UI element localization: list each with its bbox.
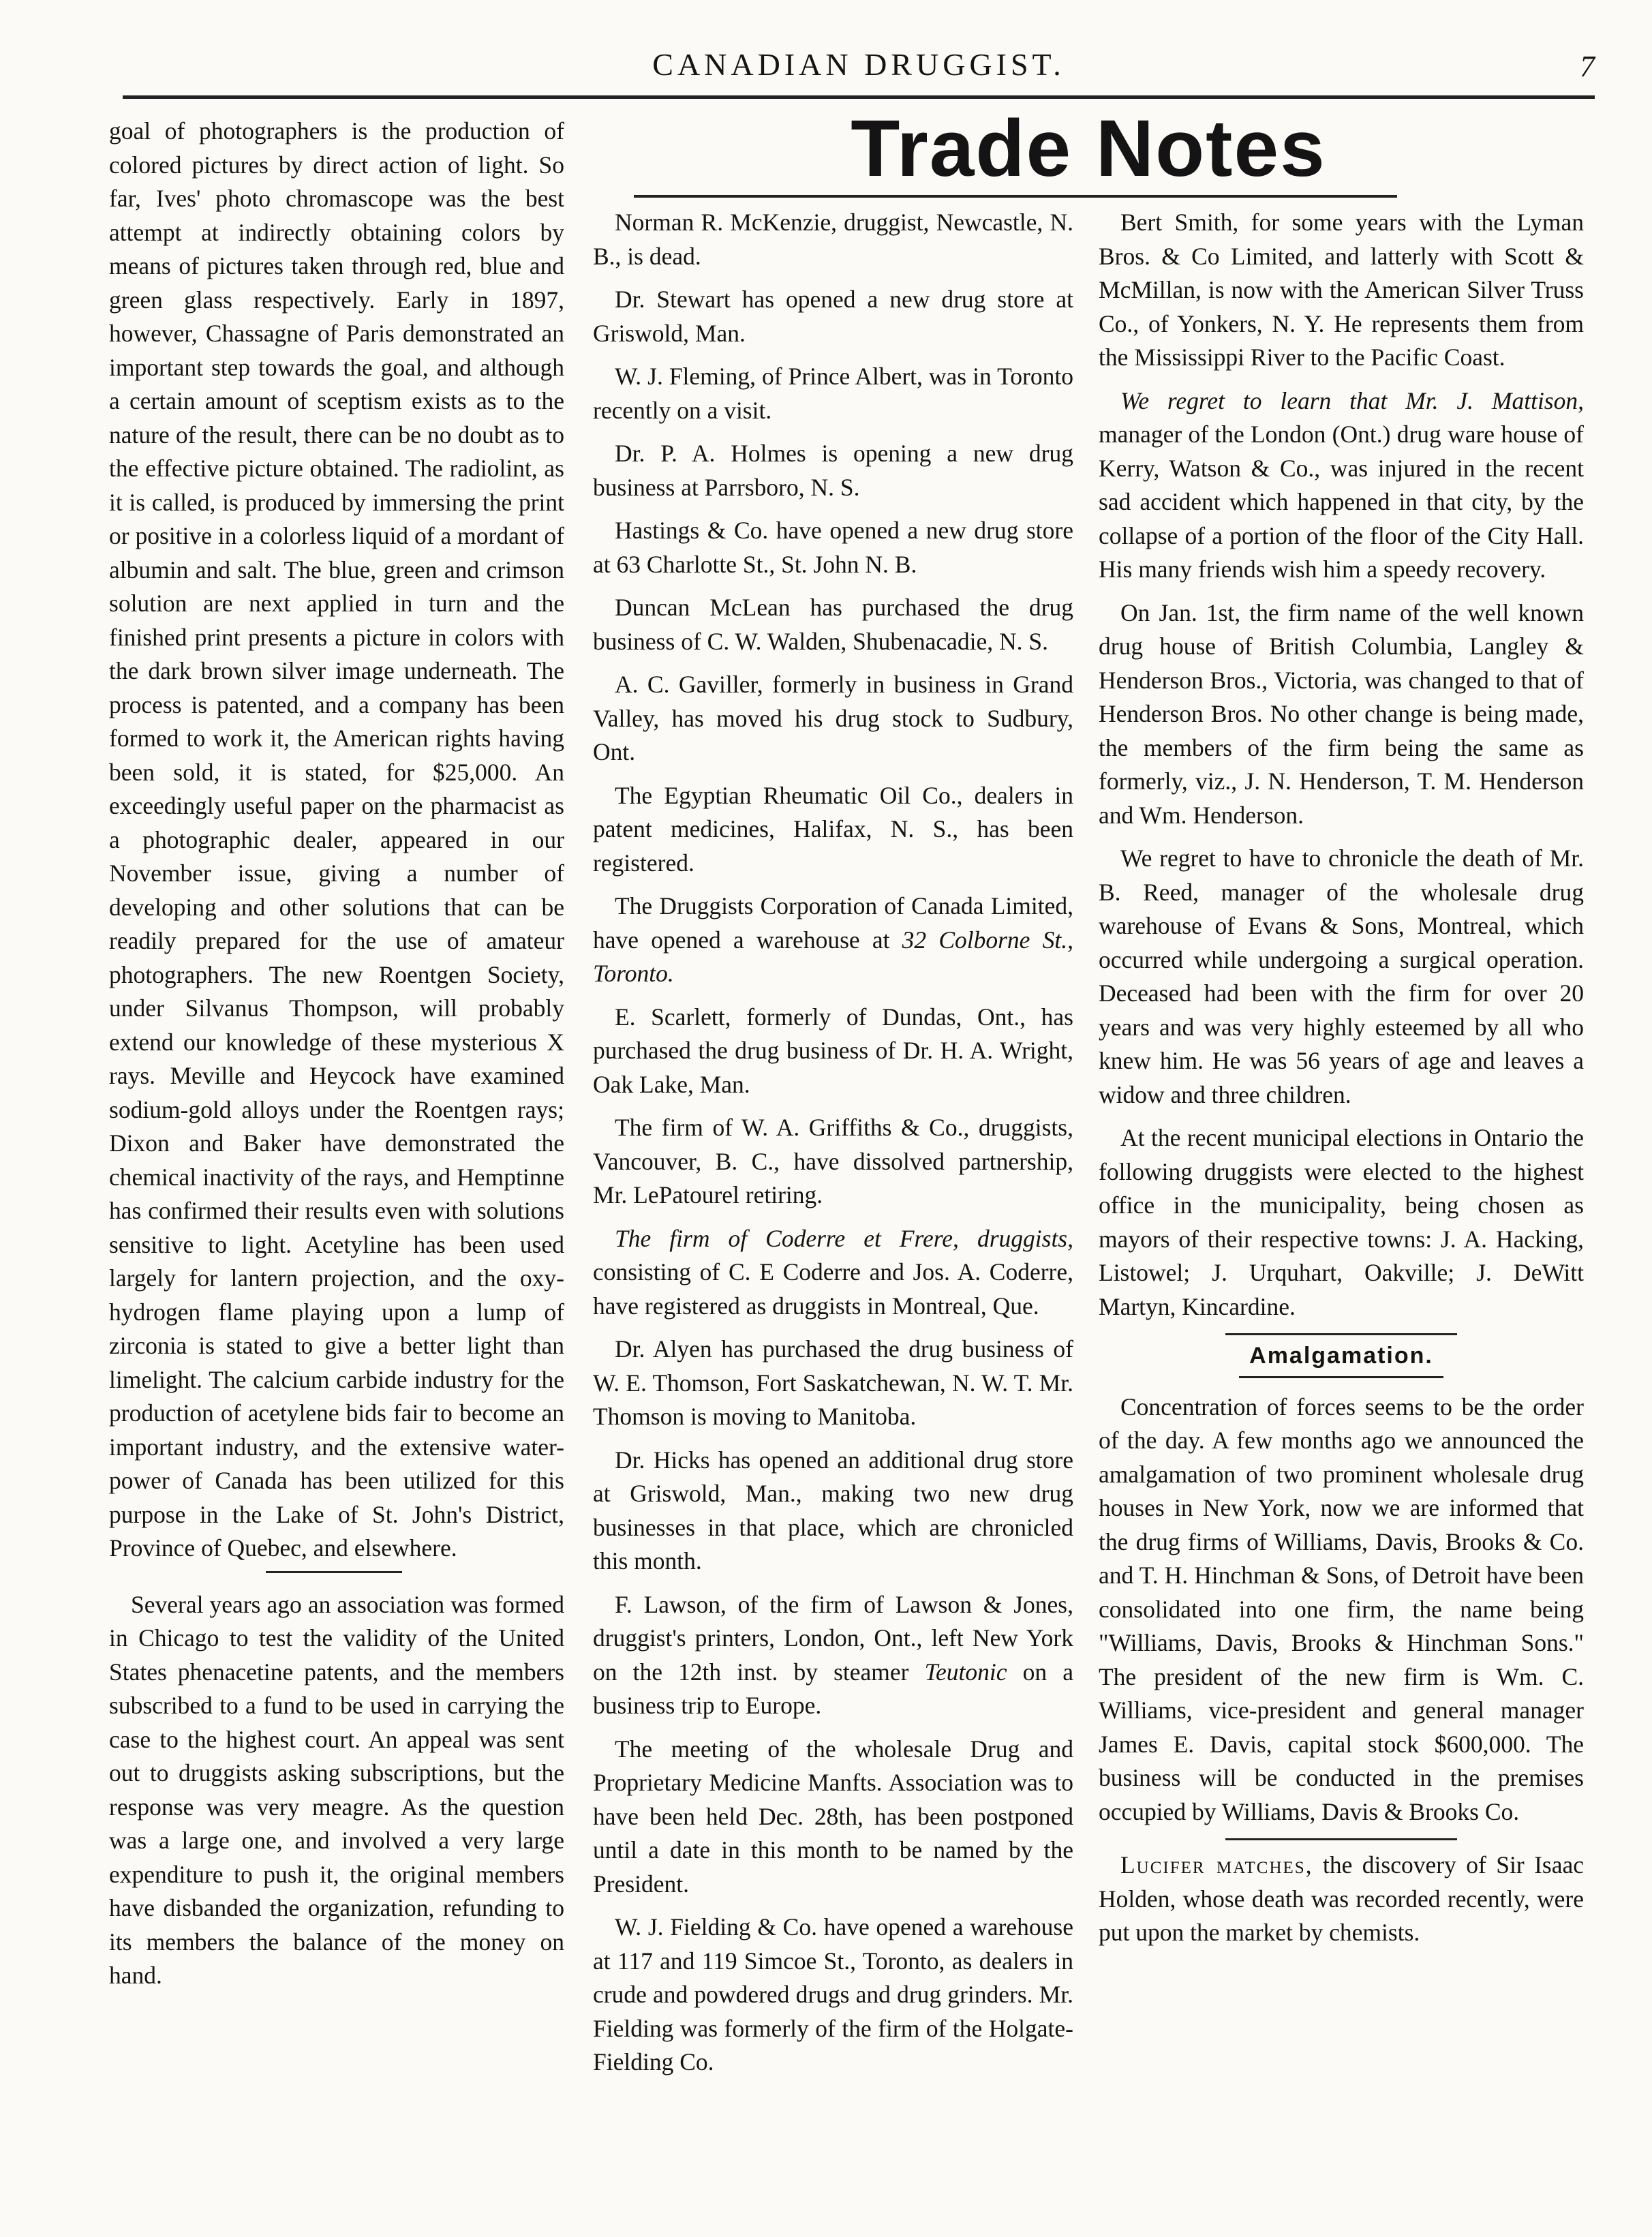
news-item: Dr. Alyen has purchased the drug business of W. E. Thomson, Fort Saskatchewan, N. W. T. Mr. Thomson is moving to Manitoba.	[593, 1335, 1073, 1430]
news-item: E. Scarlett, formerly of Dundas, Ont., has purchased the drug business of Dr. H. A. Wright, Oak Lake, Man.	[593, 1003, 1073, 1098]
running-head: CANADIAN DRUGGIST.	[652, 47, 1065, 82]
divider	[1239, 1376, 1443, 1378]
news-item: Dr. Stewart has opened a new drug store at Griswold, Man.	[593, 286, 1073, 347]
page-header	[123, 40, 1595, 94]
news-item: Norman R. McKenzie, druggist, Newcastle, N. B., is dead.	[593, 209, 1073, 270]
divider	[1225, 1333, 1457, 1335]
text-run: F. Lawson, of the firm of Lawson & Jones, druggist's printers, London, Ont., left New York on the 12th inst. by steamer	[593, 1590, 1073, 1686]
news-item: On Jan. 1st, the firm name of the well known drug house of British Columbia, Langley & Henderson Bros., Victoria, was changed to that of Henderson Bros. No other change is being made, the members of the firm being the same as formerly, viz., J. N. Henderson, T. M. Henderson and Wm. Henderson.	[1099, 598, 1584, 829]
news-item: Dr. P. A. Holmes is opening a new drug business at Parrsboro, N. S.	[593, 440, 1073, 501]
header-rule	[123, 95, 1595, 99]
text-run: the discovery of Sir Isaac Holden, whose death was recorded recently, were put upon the market by chemists.	[1099, 1851, 1584, 1946]
news-item: The meeting of the wholesale Drug and Proprietary Medicine Manfts. Association was to have been held Dec. 28th, has been postponed until a date in this month to be named by the President.	[593, 1735, 1073, 1898]
news-item	[593, 1222, 1073, 1324]
news-item: The firm of W. A. Griffiths & Co., druggists, Vancouver, B. C., have dissolved partnership, Mr. LePatourel retiring.	[593, 1114, 1073, 1208]
news-item	[593, 1588, 1073, 1723]
italic-run: The firm of Coderre et Frere, druggists,	[615, 1224, 1073, 1252]
title-rule	[634, 195, 1397, 198]
paragraph: goal of photographers is the production of colored pictures by direct action of light. So far, Ives' photo chromascope was the best attempt at indirectly obtaining colors by means of pictures taken through red, blue and green glass respectively. Early in 1897, however, Chassagne of Paris demonstrated an important step towards the goal, and although a certain amount of sceptism exists as to the nature of the result, there can be no doubt as to the effective picture obtained. The radiolint, as it is called, is produced by immersing the print or positive in a colorless liquid of a mordant of albumin and salt. The blue, green and crimson solution are next applied in turn and the finished print presents a picture in colors with the dark brown silver image underneath. The process is patented, and a company has been formed to work it, the American rights having been sold, it is stated, for $25,000. An exceedingly useful paper on the pharmacist as a photographic dealer, appeared in our November issue, giving a number of developing and other solutions that can be readily prepared for the use of amateur photographers. The new Roentgen Society, under Silvanus Thompson, will probably extend our knowledge of these mysterious X rays. Meville and Heycock have examined sodium-gold alloys under the Roentgen rays; Dixon and Baker have demonstrated the chemical inactivity of the rays, and Hemptinne has confirmed their results even with solutions sensitive to light. Acetyline has been used largely for lantern projection, and the oxy-hydrogen flame playing upon a lump of zirconia is stated to give a better light than limelight. The calcium carbide industry for the production of acetylene bids fair to become an important industry, and the extensive water-power of Canada has been utilized for this purpose in the Lake of St. John's District, Province of Quebec, and elsewhere.	[109, 117, 564, 1562]
column-middle	[593, 206, 1073, 2089]
news-item: We regret to have to chronicle the death of Mr. B. Reed, manager of the wholesale drug warehouse of Evans & Sons, Montreal, which occurred while undergoing a surgical operation. Deceased had been with the firm for over 20 years and was very highly esteemed by all who knew him. He was 56 years of age and leaves a widow and three children.	[1099, 844, 1584, 1108]
news-item: The Egyptian Rheumatic Oil Co., dealers in patent medicines, Halifax, N. S., has been registered.	[593, 781, 1073, 877]
text-run: manager of the London (Ont.) drug ware house of Kerry, Watson & Co., was injured in the recent sad accident which happened in that city, by the collapse of a portion of the floor of the City Hall. His many friends wish him a speedy recovery.	[1099, 421, 1584, 583]
text-run: consisting of C. E Coderre and Jos. A. Coderre, have registered as druggists in Montreal, Que.	[593, 1258, 1073, 1320]
italic-run: 32 Colborne St., Toronto.	[593, 926, 1073, 987]
column-right	[1099, 206, 1584, 1960]
page-number: 7	[1580, 50, 1595, 83]
news-item: Dr. Hicks has opened an additional drug store at Griswold, Man., making two new drug businesses in that place, which are chronicled this month.	[593, 1446, 1073, 1574]
news-item: A. C. Gaviller, formerly in business in Grand Valley, has moved his drug stock to Sudbury, Ont.	[593, 671, 1073, 765]
news-item	[1099, 1848, 1584, 1950]
paragraph: Several years ago an association was formed in Chicago to test the validity of the United States phenacetine patents, and the members subscribed to a fund to be used in carrying the case to the highest court. An appeal was sent out to druggists asking subscriptions, but the response was very meagre. As the question was a large one, and involved a very large expenditure to push it, the original members have disbanded the organization, refunding to its members the balance of the money on hand.	[109, 1590, 564, 1989]
news-item: W. J. Fielding & Co. have opened a warehouse at 117 and 119 Simcoe St., Toronto, as dealers in crude and powdered drugs and drug grinders. Mr. Fielding was formerly of the firm of the Holgate-Fielding Co.	[593, 1913, 1073, 2075]
text-run: The Druggists Corporation of Canada Limited, have opened a warehouse at	[593, 892, 1073, 954]
subheading: Amalgamation.	[1249, 1343, 1433, 1369]
news-item: Duncan McLean has purchased the drug business of C. W. Walden, Shubenacadie, N. S.	[593, 594, 1073, 655]
text-run: on a business trip to Europe.	[593, 1658, 1073, 1719]
section-title: Trade Notes	[851, 104, 1326, 194]
news-item	[1099, 384, 1584, 587]
news-item: Bert Smith, for some years with the Lyman Bros. & Co Limited, and latterly with Scott & McMillan, is now with the American Silver Truss Co., of Yonkers, N. Y. He represents them from the Mississippi River to the Pacific Coast.	[1099, 209, 1584, 371]
news-item: W. J. Fleming, of Prince Albert, was in Toronto recently on a visit.	[593, 363, 1073, 424]
news-item: Hastings & Co. have opened a new drug store at 63 Charlotte St., St. John N. B.	[593, 517, 1073, 578]
divider	[1225, 1838, 1457, 1840]
divider	[266, 1571, 402, 1573]
news-item: At the recent municipal elections in Ontario the following druggists were elected to the highest office in the municipality, being chosen as mayors of their respective towns: J. A. Hacking, Listowel; J. Urquhart, Oakville; J. DeWitt Martyn, Kincardine.	[1099, 1124, 1584, 1320]
smallcaps-run: Lucifer matches,	[1120, 1851, 1313, 1878]
italic-run: Teutonic	[924, 1658, 1007, 1686]
italic-run: We regret to learn that Mr. J. Mattison,	[1120, 386, 1584, 414]
news-item	[593, 889, 1073, 991]
column-left	[109, 115, 564, 2003]
news-item: Concentration of forces seems to be the order of the day. A few months ago we announced the amalgamation of two prominent wholesale drug houses in New York, now we are informed that the drug firms of Williams, Davis, Brooks & Co. and T. H. Hinchman & Sons, of Detroit have been consolidated into one firm, the name being "Williams, Davis, Brooks & Hinchman Sons." The president of the new firm is Wm. C. Williams, vice-president and general manager James E. Davis, capital stock $600,000. The business will be conducted in the premises occupied by Williams, Davis & Brooks Co.	[1099, 1393, 1584, 1825]
